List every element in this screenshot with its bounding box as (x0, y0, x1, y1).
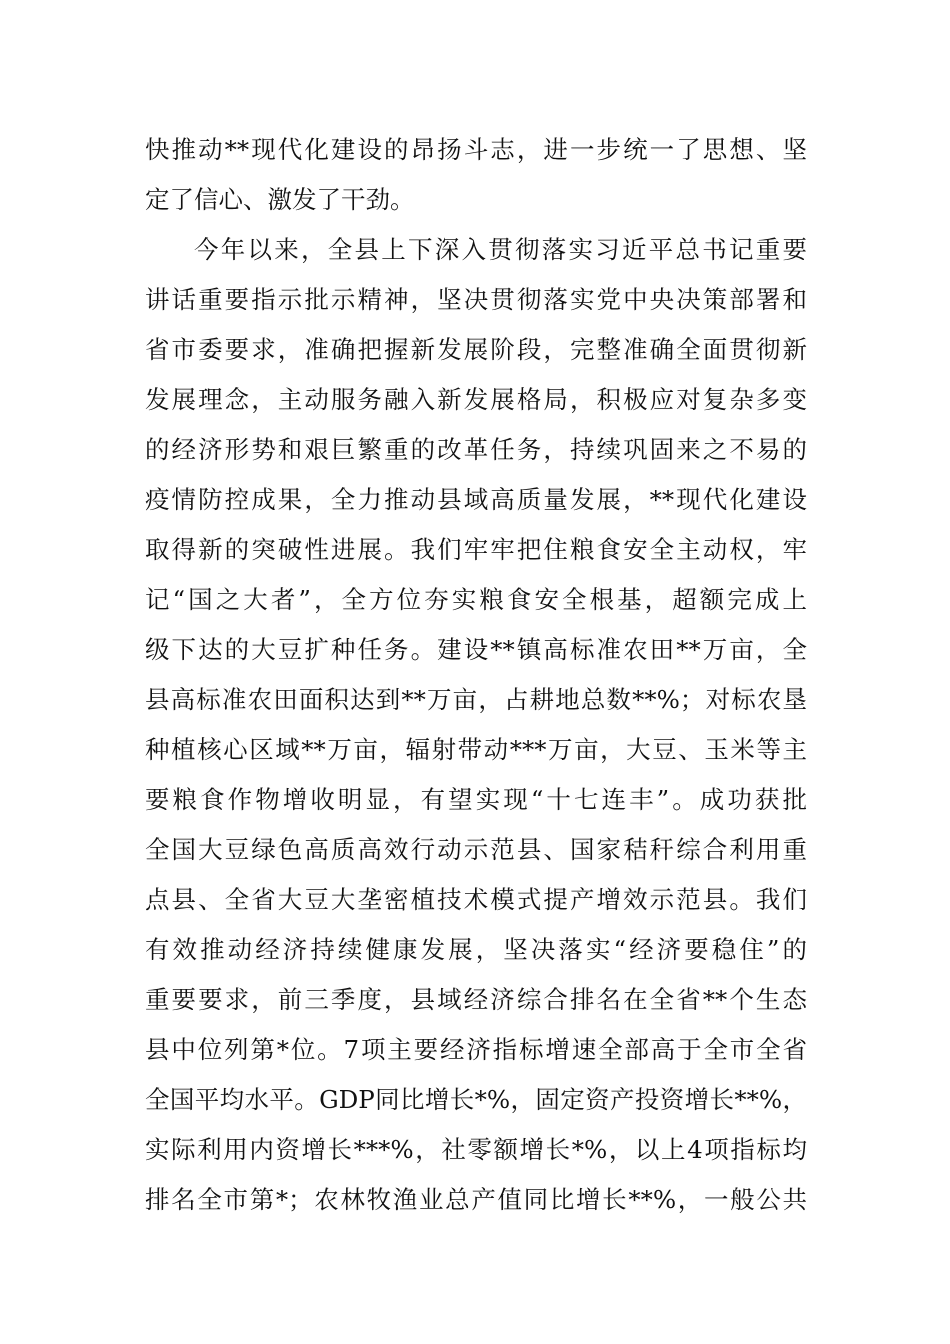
text-line: 县中位列第*位。7项主要经济指标增速全部高于全市全省 (145, 1035, 807, 1064)
text-line: 发展理念，主动服务融入新发展格局，积极应对复杂多变 (145, 385, 807, 414)
text-line: 快推动**现代化建设的昂扬斗志，进一步统一了思想、坚 (145, 135, 807, 164)
text-line: 记“国之大者”，全方位夯实粮食安全根基，超额完成上 (145, 585, 807, 614)
text-line: 排名全市第*；农林牧渔业总产值同比增长**%，一般公共 (145, 1185, 807, 1214)
text-line: 取得新的突破性进展。我们牢牢把住粮食安全主动权，牢 (145, 535, 807, 564)
text-line: 种植核心区域**万亩，辐射带动***万亩，大豆、玉米等主 (145, 735, 807, 764)
text-line: 点县、全省大豆大垄密植技术模式提产增效示范县。我们 (145, 885, 807, 914)
text-line: 县高标准农田面积达到**万亩，占耕地总数**%；对标农垦 (145, 685, 807, 714)
text-line: 全国大豆绿色高质高效行动示范县、国家秸秆综合利用重 (145, 835, 807, 864)
text-line: 实际利用内资增长***%，社零额增长*%，以上4项指标均 (145, 1135, 807, 1164)
text-line: 全国平均水平。GDP同比增长*%，固定资产投资增长**%， (145, 1085, 807, 1114)
paragraph-first-line: 今年以来，全县上下深入贯彻落实习近平总书记重要 (194, 235, 807, 264)
text-line: 讲话重要指示批示精神，坚决贯彻落实党中央决策部署和 (145, 285, 807, 314)
text-line: 要粮食作物增收明显，有望实现“十七连丰”。成功获批 (145, 785, 807, 814)
text-line: 省市委要求，准确把握新发展阶段，完整准确全面贯彻新 (145, 335, 807, 364)
text-line: 疫情防控成果，全力推动县域高质量发展，**现代化建设 (145, 485, 807, 514)
text-line: 定了信心、激发了干劲。 (145, 185, 415, 214)
text-line: 重要要求，前三季度，县域经济综合排名在全省**个生态 (145, 985, 807, 1014)
text-line: 的经济形势和艰巨繁重的改革任务，持续巩固来之不易的 (145, 435, 807, 464)
text-line: 级下达的大豆扩种任务。建设**镇高标准农田**万亩，全 (145, 635, 807, 664)
text-line: 有效推动经济持续健康发展，坚决落实“经济要稳住”的 (145, 935, 807, 964)
